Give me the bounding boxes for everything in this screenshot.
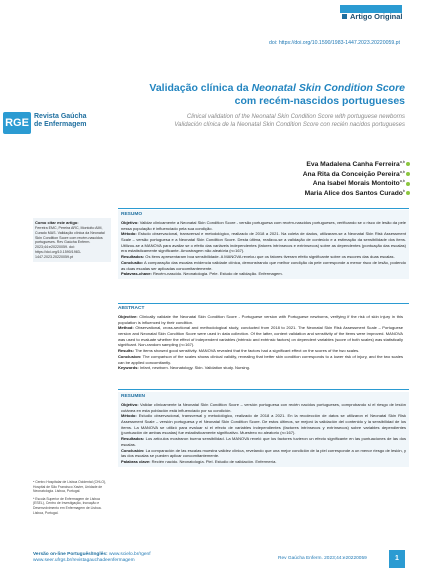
label: Conclusion: (118, 353, 142, 359)
article-type-tag: Artigo Original (350, 12, 403, 21)
journal-name (34, 113, 87, 129)
label: Method: (118, 325, 134, 331)
resumen-section (118, 392, 409, 467)
how-to-cite-heading: Como citar este artigo: (35, 220, 79, 225)
text: Recién nacido. Neonatología. Piel. Estudio de validación. Enfermería. (150, 459, 277, 465)
label: Palabras clave: (121, 459, 151, 465)
affiliation-a: ᵃ Centro Hospitalar de Lisboa Ocidental (CHLO), Hospital de São Francisco Xavier, Unidade de Neonatologia. Lisboa, Portugal. (33, 480, 107, 494)
author-affiliation-sup: a,b (399, 169, 405, 174)
footer-citation: Rev Gaúcha Enferm. 2023;44:e20220059 (278, 556, 367, 561)
journal-name-line2: de Enfermagem (34, 121, 87, 129)
text: Observational, cross-sectional and methodological study, conducted from 2018 to 2021. The Neonatal Skin Risk Assessment Scale – Portuguese version and Neonatal Skin Condition Score were used in data collection. Of the latter, content validation and sensitivity of the items were improved. MANOVA was used to evaluate whether the effect of independent variables (intrinsic and extrinsic factors) on dependent variables (score of both scales) was statistically significant. Non-random sampling (n=167). (118, 325, 403, 348)
label: Keywords: (118, 365, 139, 371)
paragraph (118, 354, 403, 365)
paragraph (121, 448, 406, 459)
article-title-es: Validación clínica de la Neonatal Skin Condition Score con recién nacidos portugueses (174, 121, 405, 128)
paragraph (121, 260, 406, 271)
text: La comparación de las escalas muestra validez clínica, revelando que una mejor condición de la piel corresponde a un menor riesgo de lesión, y las dos escalas se pueden aplicar concomitantemente. (121, 447, 406, 459)
how-to-cite-text: Ferreira EMC, Pereira ARC, Montoito AIM, Curado MAS. Validação clínica da Neonatal Skin Condition Score com recém-nascidos portugueses. Rev Gaúcha Enferm. 2023;44:e20220059. doi: https://doi.org/10.1590/1983-1447.2023.20220059.pt (35, 225, 105, 259)
divider (118, 208, 409, 209)
author-item (200, 179, 410, 189)
doi-link[interactable]: doi: https://doi.org/10.1590/1983-1447.2023.20220059.pt (269, 40, 400, 46)
label: Objetivo: (121, 401, 139, 407)
label: Conclusão: (121, 259, 144, 265)
how-to-cite-box (33, 218, 111, 262)
footer-scielo-link[interactable]: www.scielo.br/rgenf (107, 552, 151, 557)
paragraph (121, 459, 406, 465)
author-item (200, 160, 410, 170)
paragraph (121, 413, 406, 436)
author-affiliation-sup: b (402, 188, 405, 193)
author-list (200, 160, 410, 198)
label: Método: (121, 231, 137, 237)
article-title-en: Clinical validation of the Neonatal Skin Condition Score with portuguese newborns (186, 114, 405, 120)
label: Objective: (118, 313, 138, 319)
title-italic: Neonatal Skin Condition Score (251, 82, 405, 94)
author-affiliation-sup: a,b (399, 179, 405, 184)
resumo-section (118, 210, 409, 279)
page-number: 1 (389, 550, 405, 568)
paragraph (121, 436, 406, 447)
paragraph (118, 314, 403, 325)
affiliation-b: ᵇ Escola Superior de Enfermagem de Lisboa (ESEL), Centro de Investigação, Inovação e Desenvolvimento em Enfermagem de Lisboa. Lisboa, Portugal. (33, 496, 102, 515)
author-item (200, 170, 410, 180)
section-heading: RESUMO (121, 212, 143, 217)
label: Results: (118, 348, 134, 354)
orcid-icon[interactable] (406, 172, 410, 176)
author-affiliation-sup: a,b (399, 160, 405, 164)
orcid-icon[interactable] (406, 162, 410, 166)
text: Estudo observacional, transversal e metodológico, realizado de 2018 a 2021. Na coleta de dados, utilizaram-se a Neonatal Skin Risk Assessment Scale – versão portuguesa e a Neonatal Skin Condition Score. Desta última, realizou-se a validação de conteúdo e a estimação da sensibilidade dos itens. Utilizou-se a MANOVA para avaliar se o efeito das variáveis independentes (fatores intrínsecos e extrínsecos) sobre as dependentes (pontuação das escalas) era estatisticamente significante. Amostragem não aleatória (n=167). (121, 231, 406, 254)
journal-logo: RGE (3, 112, 31, 134)
text: Os itens apresentaram boa sensibilidade. A MANOVA revelou que os fatores tiveram efeito significante sobre os escores das duas escalas. (144, 254, 395, 260)
text: Infant, newborn. Neonatology. Skin. Validation study. Nursing. (138, 365, 251, 371)
author-name[interactable]: Maria Alice dos Santos Curado (304, 190, 403, 198)
author-name[interactable]: Ana Isabel Morais Montoito (312, 180, 400, 188)
author-name[interactable]: Eva Madalena Canha Ferreira (306, 161, 400, 169)
text: The items showed good sensitivity. MANOVA revealed that the factors had a significant effect on the scores of the two scales. (133, 348, 360, 354)
paragraph (121, 231, 406, 254)
orcid-icon[interactable] (406, 191, 410, 195)
text: The comparison of the scales shows clinical validity, revealing that better skin condition corresponds to a lower risk of injury, and the two scales can be applied concomitantly. (118, 353, 403, 365)
journal-name-line1: Revista Gaúcha (34, 113, 87, 120)
title-part2: com recém-nascidos portugueses (234, 94, 405, 107)
translated-titles (160, 114, 405, 129)
text: Validar clinicamente a Neonatal Skin Condition Score - versão portuguesa com recém-nascidos portugueses, verificando se o risco de lesão da pele nessa população é influenciado pela sua condição. (121, 219, 406, 231)
text: Estudio observacional, transversal y metodológico, realizado de 2018 a 2021. En la recolección de datos se utilizaron el Neonatal Skin Risk Assessment Scale – versión portuguesa y el Neonatal Skin Condition Score. De estos últimos, se mejoró la validación del contenido y la sensibilidad de los ítems. La MANOVA se utilizó para evaluar si el efecto de variables independientes (factores intrínsecos y extrínsecos) sobre variables dependientes (puntuación de ambas escalas) fue estadísticamente significativo. Muestreo no aleatorio (n=167). (121, 413, 406, 436)
abstract-section (118, 306, 403, 371)
text: Validar clínicamente la Neonatal Skin Condition Score – versión portuguesa con recién nacidos portugueses, comprobando si el riesgo de lesión cutánea en esta población está influenciado por su condición. (121, 401, 406, 413)
paragraph (121, 271, 406, 277)
paragraph (118, 325, 403, 348)
label: Resultados: (121, 254, 145, 260)
paragraph (121, 402, 406, 413)
footer-label: Versão on-line Português/Inglês: (33, 552, 108, 557)
paragraph (118, 365, 403, 371)
label: Resultados: (121, 436, 145, 442)
affiliations (33, 480, 107, 515)
footer-links (33, 552, 151, 565)
article-title-pt (140, 82, 405, 108)
orcid-icon[interactable] (406, 182, 410, 186)
label: Palavras-chave: (121, 271, 152, 277)
divider (118, 389, 409, 390)
square-icon (342, 14, 347, 19)
label: Método: (121, 413, 137, 419)
footer-seer-link[interactable]: www.seer.ufrgs.br/revistagauchadeenfermagem (33, 558, 135, 564)
text: A comparação das escalas evidencia validade clínica, demonstrando que melhor condição da pele corresponde a menor risco de lesão, podendo as duas escalas ser aplicadas concomitantemente. (121, 259, 406, 271)
section-heading: RESUMEN (121, 394, 145, 399)
section-heading: ABSTRACT (118, 306, 145, 311)
author-name[interactable]: Ana Rita da Conceição Pereira (302, 170, 400, 178)
paragraph (121, 220, 406, 231)
divider (118, 303, 409, 304)
label: Objetivo: (121, 219, 139, 225)
text: Clinically validate the Neonatal Skin Condition Score - Portuguese version with Portuguese newborns, verifying if the risk of skin injury in this population is influenced by their condition. (118, 313, 403, 325)
author-item (200, 189, 410, 199)
label: Conclusión: (121, 447, 145, 453)
title-part1: Validação clínica da (149, 82, 252, 94)
text: Recém-nascido. Neonatologia. Pele. Estudo de validação. Enfermagem. (151, 271, 283, 277)
text: Los artículos mostraron buena sensibilidad. La MANOVA reveló que los factores tuvieron un efecto significante en las puntuaciones de las dos escalas. (121, 436, 406, 447)
